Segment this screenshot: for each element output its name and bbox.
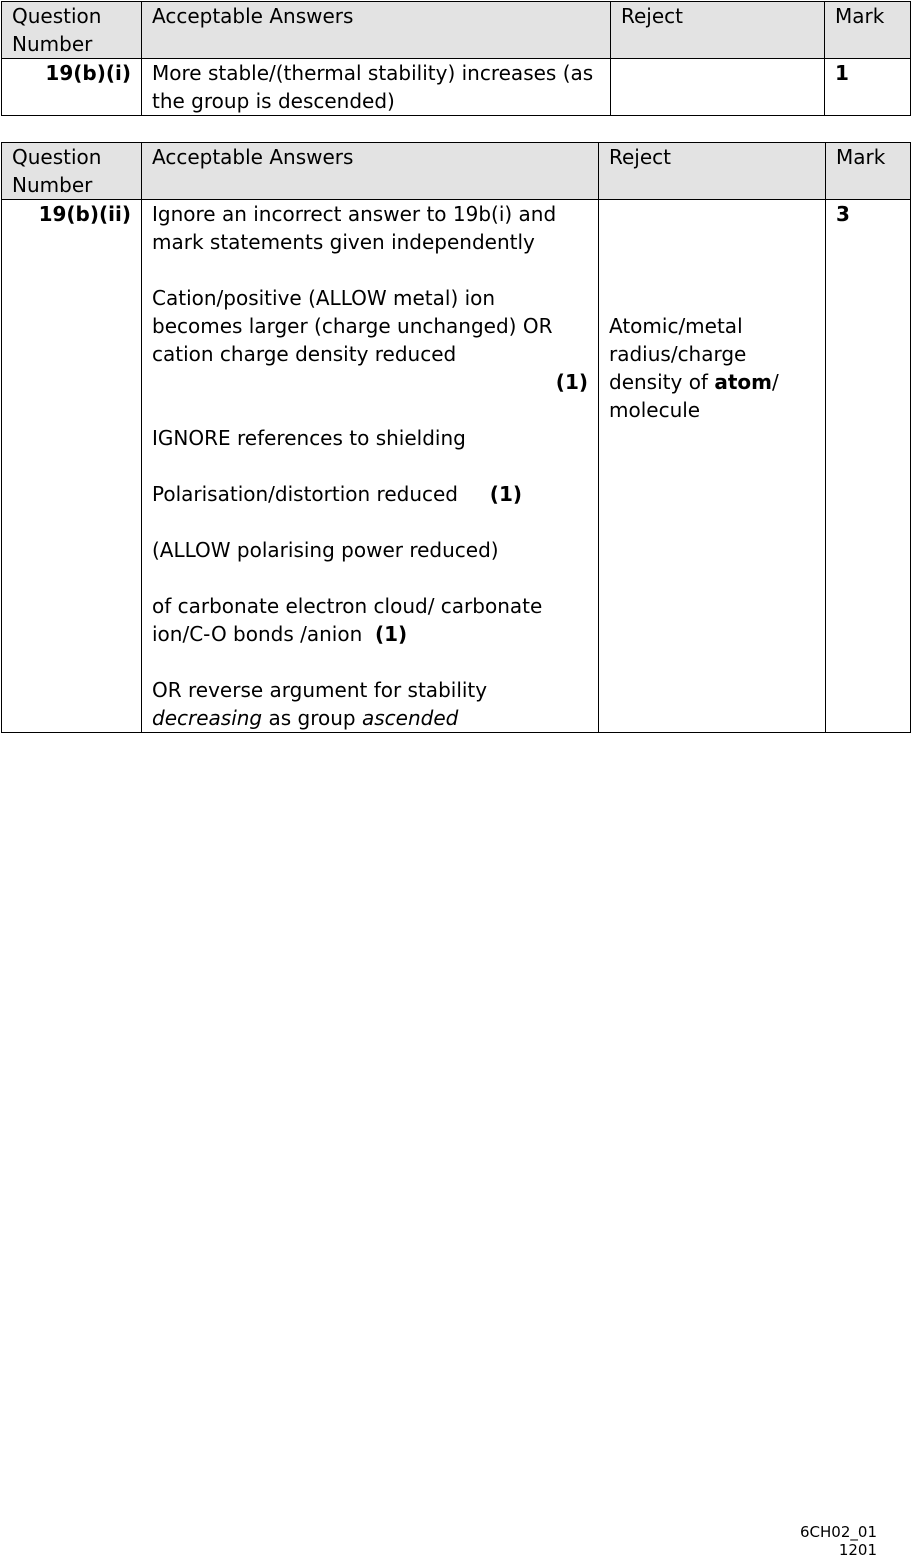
- header-row: [2, 143, 911, 200]
- mark-point: (1): [374, 622, 408, 646]
- answer-text: as group: [268, 706, 356, 730]
- mark-value: 1: [825, 59, 911, 116]
- mark-point: (1): [489, 482, 522, 506]
- reject-text-part: Atomic/metal radius/charge density of: [609, 314, 747, 394]
- answer-paragraph: [152, 592, 588, 648]
- table-row: [2, 200, 911, 733]
- question-number: 19(b)(ii): [2, 200, 142, 733]
- header-acceptable-answers: Acceptable Answers: [142, 143, 599, 200]
- header-reject: Reject: [599, 143, 826, 200]
- question-number: 19(b)(i): [2, 59, 142, 116]
- reject-cell: [599, 200, 826, 733]
- answer-paragraph: IGNORE references to shielding: [152, 426, 466, 450]
- answer-paragraph: Ignore an incorrect answer to 19b(i) and mark statements given independently: [152, 202, 557, 254]
- mark-value: 3: [826, 200, 911, 733]
- answer-paragraph: Cation/positive (ALLOW metal) ion becomes larger (charge unchanged) OR cation charge density reduced: [152, 286, 553, 366]
- answer-text-italic: decreasing: [152, 706, 263, 730]
- answer-paragraph: [152, 480, 588, 508]
- header-reject: Reject: [611, 2, 825, 59]
- mark-point: (1): [555, 370, 588, 394]
- header-row: [2, 2, 911, 59]
- acceptable-answer: More stable/(thermal stability) increases (as the group is descended): [142, 59, 611, 116]
- reject-text-bold: atom: [714, 370, 772, 394]
- paper-code: 6CH02_01: [800, 1523, 877, 1541]
- acceptable-answer: [142, 200, 599, 733]
- mark-scheme-table-19bii: [1, 142, 911, 733]
- answer-text: Polarisation/distortion reduced: [152, 482, 458, 506]
- table-row: [2, 59, 911, 116]
- answer-text-italic: ascended: [361, 706, 459, 730]
- exam-session: 1201: [838, 1541, 877, 1559]
- answer-text: OR reverse argument for stability: [152, 678, 488, 702]
- answer-text: of carbonate electron cloud/ carbonate ion/C-O bonds /anion: [152, 594, 543, 646]
- reject-text: [609, 312, 815, 424]
- answer-paragraph: [152, 676, 588, 732]
- reject-cell: [611, 59, 825, 116]
- header-question-number: Question Number: [2, 143, 142, 200]
- answer-paragraph: (ALLOW polarising power reduced): [152, 538, 499, 562]
- page-footer: [800, 1523, 877, 1559]
- header-mark: Mark: [825, 2, 911, 59]
- header-question-number: Question Number: [2, 2, 142, 59]
- reject-text-part: / molecule: [609, 370, 779, 422]
- mark-scheme-table-19bi: [1, 1, 911, 116]
- header-acceptable-answers: Acceptable Answers: [142, 2, 611, 59]
- header-mark: Mark: [826, 143, 911, 200]
